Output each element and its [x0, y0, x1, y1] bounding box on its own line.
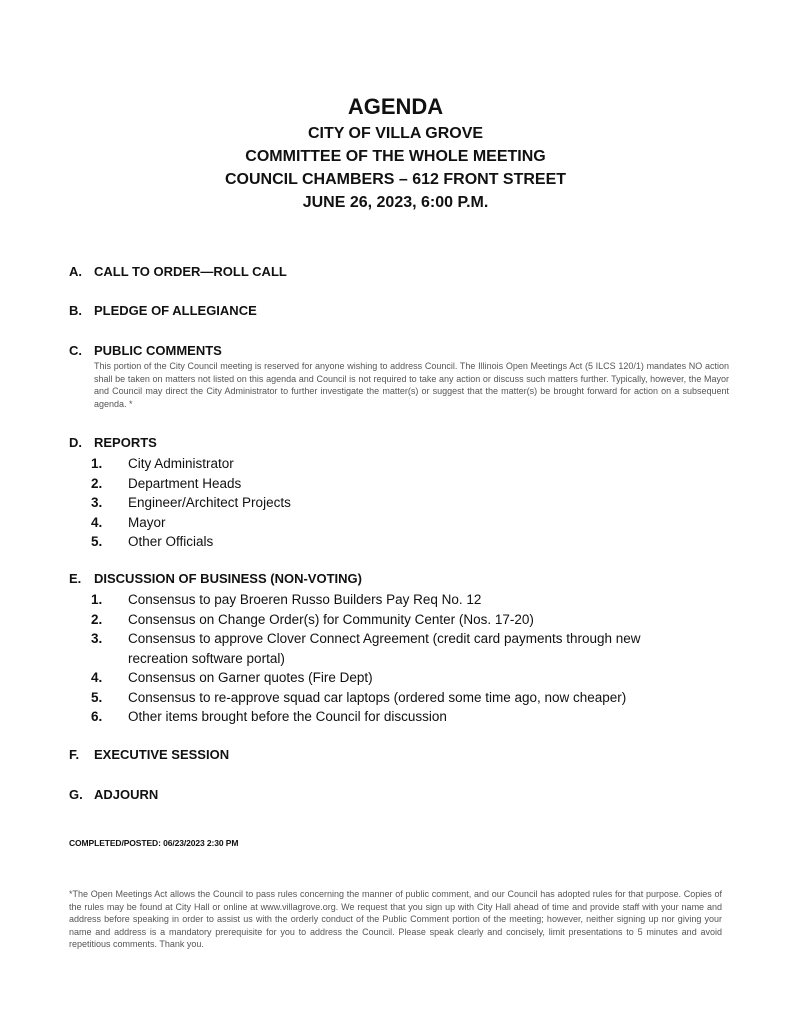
public-comments-description: This portion of the City Council meeting is reserved for anyone wishing to address Council. The Illinois Open Meetings Act (5 ILCS 120/1) mandates NO action shall be taken on matters not listed on this agenda and Council is not required to take any action or discuss such matters further. Typically, however, the Mayor and Council may direct the City Administrator to further investigate the matter(s) or suggest that the matter(s) be brought forward for action on a subsequent agenda. *: [94, 361, 729, 409]
item-text: Consensus to approve Clover Connect Agreement (credit card payments through new recreation software portal): [128, 631, 641, 666]
section-title: CALL TO ORDER—ROLL CALL: [94, 264, 287, 279]
list-item: [91, 610, 729, 630]
meeting-datetime: JUNE 26, 2023, 6:00 P.M.: [302, 194, 489, 211]
item-text: Consensus to re-approve squad car laptops (ordered some time ago, now cheaper): [128, 689, 627, 705]
section-letter: A.: [69, 264, 82, 279]
agenda-header: [0, 92, 791, 214]
item-text: City Administrator: [128, 456, 234, 471]
item-text: Consensus on Change Order(s) for Community Center (Nos. 17-20): [128, 611, 534, 627]
list-item: [91, 668, 729, 688]
section-call-to-order: [69, 263, 729, 280]
section-public-comments: [69, 342, 729, 410]
section-title: DISCUSSION OF BUSINESS (NON-VOTING): [94, 571, 362, 586]
list-item: [91, 513, 729, 533]
reports-list: [91, 454, 729, 552]
meeting-name: COMMITTEE OF THE WHOLE MEETING: [245, 148, 546, 165]
section-title: REPORTS: [94, 435, 157, 450]
section-adjourn: [69, 786, 729, 803]
section-title: PUBLIC COMMENTS: [94, 343, 222, 358]
item-number: 3.: [91, 631, 103, 646]
posted-timestamp: COMPLETED/POSTED: 06/23/2023 2:30 PM: [69, 838, 239, 848]
item-number: 1.: [91, 456, 103, 471]
section-executive-session: [69, 746, 729, 763]
item-number: 4.: [91, 514, 103, 530]
item-text: Consensus on Garner quotes (Fire Dept): [128, 670, 373, 685]
list-item: [91, 532, 729, 552]
item-number: 5.: [91, 689, 103, 705]
item-number: 5.: [91, 534, 103, 549]
section-letter: B.: [69, 303, 82, 318]
item-text: Mayor: [128, 514, 166, 530]
section-title: ADJOURN: [94, 787, 159, 802]
item-number: 1.: [91, 592, 103, 607]
discussion-list: [91, 590, 729, 727]
list-item: [91, 707, 729, 727]
list-item: [91, 454, 729, 474]
list-item: [91, 493, 729, 513]
list-item: [91, 474, 729, 494]
section-discussion: [69, 570, 729, 727]
section-title: EXECUTIVE SESSION: [94, 747, 230, 762]
section-pledge: [69, 302, 729, 319]
item-text: Engineer/Architect Projects: [128, 495, 291, 510]
item-number: 6.: [91, 709, 103, 724]
section-letter: D.: [69, 435, 82, 450]
section-letter: C.: [69, 343, 82, 358]
item-number: 2.: [91, 475, 103, 491]
city-name: CITY OF VILLA GROVE: [307, 125, 484, 142]
item-number: 3.: [91, 495, 103, 510]
section-letter: F.: [69, 747, 80, 762]
item-number: 2.: [91, 611, 103, 627]
item-text: Department Heads: [128, 475, 242, 491]
item-number: 4.: [91, 670, 103, 685]
meeting-location: COUNCIL CHAMBERS – 612 FRONT STREET: [224, 171, 567, 188]
list-item: [91, 688, 729, 708]
list-item: [91, 629, 729, 668]
item-text: Other items brought before the Council for discussion: [128, 709, 447, 724]
page-title: AGENDA: [347, 94, 444, 119]
list-item: [91, 590, 729, 610]
section-reports: [69, 434, 729, 552]
section-letter: G.: [69, 787, 83, 802]
section-title: PLEDGE OF ALLEGIANCE: [94, 303, 257, 318]
section-letter: E.: [69, 571, 82, 586]
item-text: Other Officials: [128, 534, 214, 549]
footnote: *The Open Meetings Act allows the Council to pass rules concerning the manner of public comment, and our Council has adopted rules for that purpose. Copies of the rules may be found at City Hall or online at www.villagrove.org. We request that you sign up with City Hall ahead of time and provide staff with your name and address before speaking in order to assist us with the orderly conduct of the Public Comment portion of the meeting; however, neither signing up nor giving your name and address is a mandatory prerequisite for you to address the Council. Please speak clearly and concisely, limit presentations to 5 minutes and avoid repetitious comments. Thank you.: [69, 889, 722, 949]
item-text: Consensus to pay Broeren Russo Builders Pay Req No. 12: [128, 592, 482, 607]
